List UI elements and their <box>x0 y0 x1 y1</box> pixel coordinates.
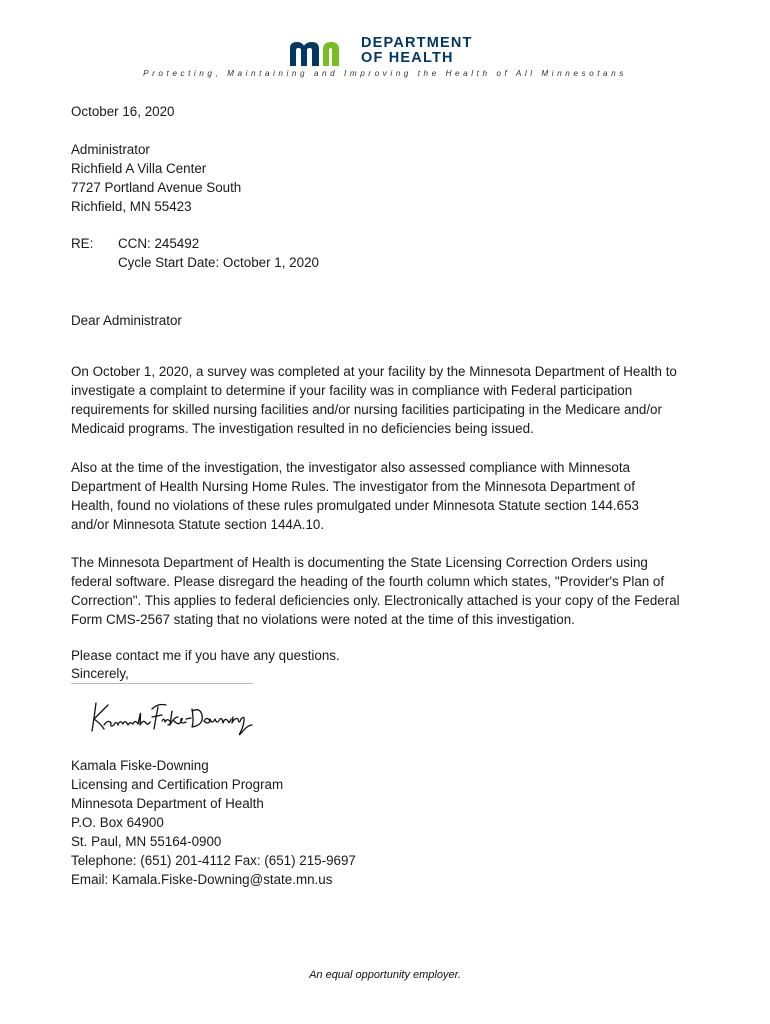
signature-line <box>71 683 253 684</box>
signer-name: Kamala Fiske-Downing <box>71 758 209 773</box>
re-label: RE: <box>71 236 94 251</box>
tagline: Protecting, Maintaining and Improving the Health of All Minnesotans <box>143 69 627 78</box>
mn-logo-mark <box>288 38 354 68</box>
body-paragraph-4: Please contact me if you have any questions. <box>71 648 340 664</box>
recipient-facility: Richfield A Villa Center <box>71 161 207 176</box>
letter-date: October 16, 2020 <box>71 104 175 119</box>
recipient-city: Richfield, MN 55423 <box>71 199 192 214</box>
signer-department: Minnesota Department of Health <box>71 796 264 811</box>
recipient-title: Administrator <box>71 142 150 157</box>
handwritten-signature <box>88 695 258 747</box>
letterhead <box>0 30 770 85</box>
signer-program: Licensing and Certification Program <box>71 777 284 792</box>
re-values <box>118 234 319 272</box>
body-paragraph-1: On October 1, 2020, a survey was completed at your facility by the Minnesota Department of Health to investigate a complaint to determine if your facility was in compliance with Federal participation requirements for skilled nursing facilities and/or nursing facilities participating in the Medicare and/or Medicaid programs. The investigation resulted in no deficiencies being issued. <box>71 364 677 437</box>
recipient-address <box>71 140 711 216</box>
logo-wordmark <box>361 36 473 66</box>
body-paragraph-2: Also at the time of the investigation, the investigator also assessed compliance with Minnesota Department of Health Nursing Home Rules. The investigator from the Minnesota Department of Health, found no violations of these rules promulgated under Minnesota Statute section 144.653 and/or Minnesota Statute section 144A.10. <box>71 460 639 533</box>
mdh-logo <box>288 36 488 70</box>
signer-city: St. Paul, MN 55164-0900 <box>71 834 222 849</box>
signer-po-box: P.O. Box 64900 <box>71 815 164 830</box>
body-paragraph-3: The Minnesota Department of Health is documenting the State Licensing Correction Orders using federal software. Please disregard the heading of the fourth column which states, "Provider's Plan of Correction". This applies to federal deficiencies only. Electronically attached is your copy of the Federal Form CMS-2567 stating that no violations were noted at the time of this investigation. <box>71 555 680 628</box>
signer-block <box>71 756 711 889</box>
closing: Sincerely, <box>71 666 129 681</box>
salutation: Dear Administrator <box>71 313 182 328</box>
signer-email: Email: Kamala.Fiske-Downing@state.mn.us <box>71 872 333 887</box>
footer-note: An equal opportunity employer. <box>309 969 461 981</box>
re-ccn: CCN: 245492 <box>118 236 200 251</box>
recipient-street: 7727 Portland Avenue South <box>71 180 242 195</box>
re-cycle-date: Cycle Start Date: October 1, 2020 <box>118 255 319 270</box>
logo-line-2: OF HEALTH <box>361 50 454 66</box>
logo-line-1: DEPARTMENT <box>361 35 473 51</box>
signer-phone: Telephone: (651) 201-4112 Fax: (651) 215-9697 <box>71 853 356 868</box>
